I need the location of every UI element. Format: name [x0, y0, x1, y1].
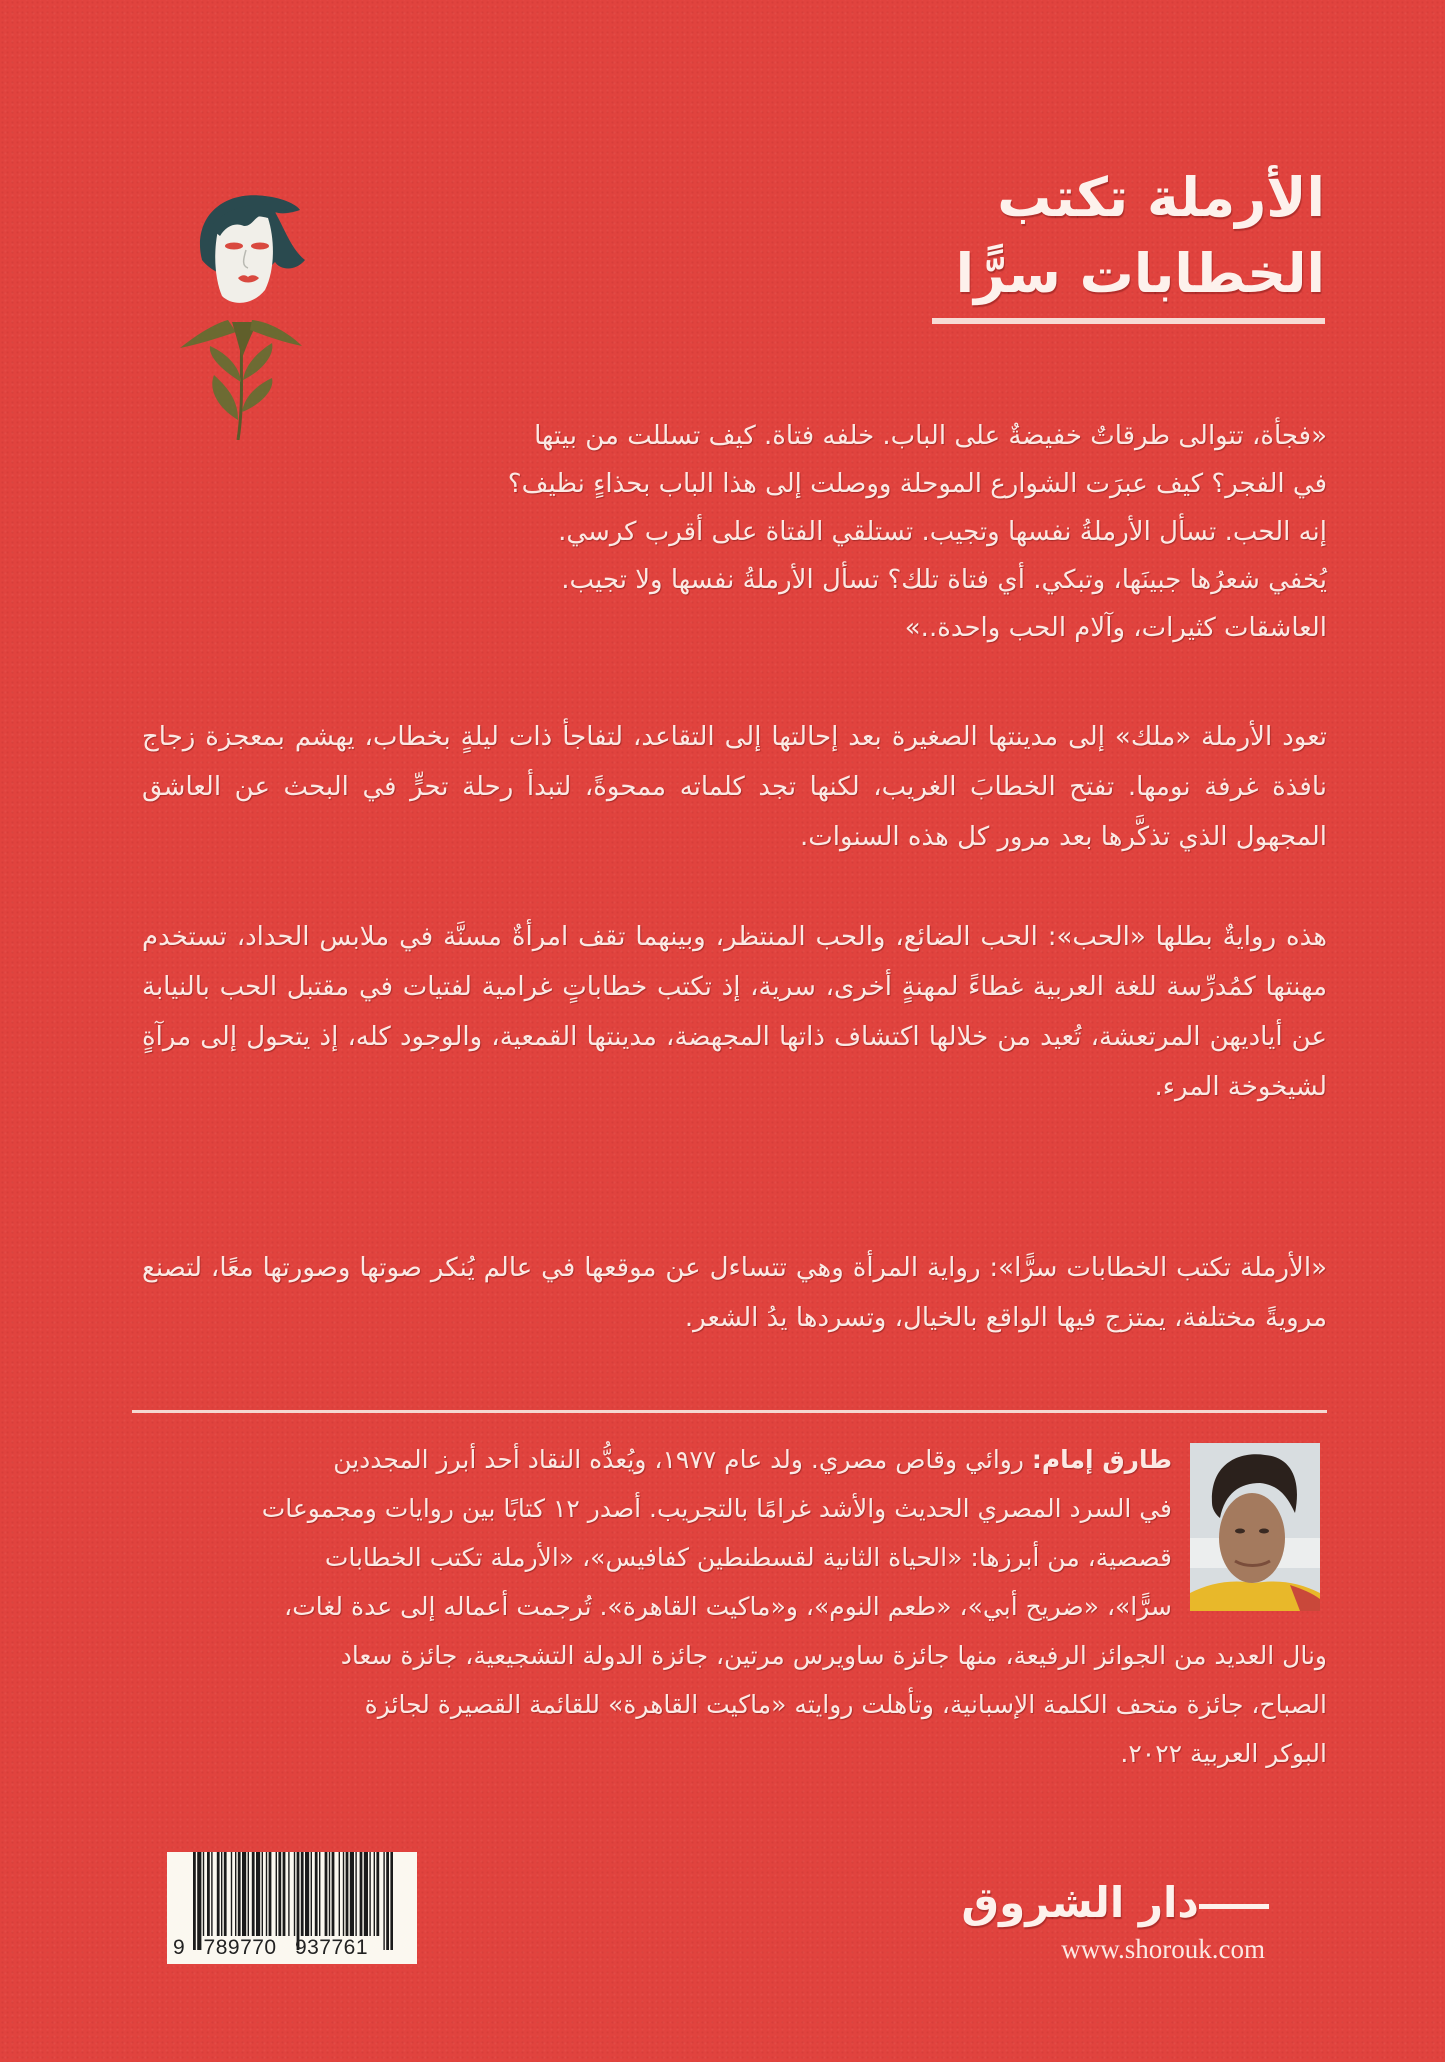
bio-line: البوكر العربية ٢٠٢٢.	[1120, 1739, 1327, 1768]
excerpt-line: إنه الحب. تسأل الأرملةُ نفسها وتجيب. تستلقي الفتاة على أقرب كرسي.	[558, 517, 1327, 547]
barcode-bar	[256, 1852, 260, 1936]
collar-leaf-left	[180, 320, 236, 348]
barcode-bar	[355, 1852, 356, 1936]
excerpt-line: العاشقات كثيرات، وآلام الحب واحدة..»	[904, 613, 1327, 643]
excerpt-line: «فجأة، تتوالى طرقاتٌ خفيضةٌ على الباب. خلفه فتاة. كيف تسللت من بيتها	[534, 421, 1327, 451]
bio-line: سرًّا»، «ضريح أبي»، «طعم النوم»، و«ماكيت القاهرة». تُرجمت أعماله إلى عدة لغات،	[284, 1592, 1172, 1621]
barcode-bar	[376, 1852, 379, 1936]
barcode-bar	[217, 1852, 220, 1936]
publisher-name: دار الشروق	[961, 1878, 1199, 1927]
flower-woman-illustration	[180, 150, 310, 440]
synopsis-paragraph-1: تعود الأرملة «ملك» إلى مدينتها الصغيرة بعد إحالتها إلى التقاعد، لتفاجأ ذات ليلةٍ بخطاب، يهشم بمعجزة زجاج نافذة غرفة نومها. تفتح الخطابَ الغريب، لكنها تجد كلماته ممحوةً، لتبدأ رحلة تحرٍّ في البحث عن العاشق المجهول الذي تذكَّرها بعد مرور كل هذه السنوات.	[142, 722, 1327, 852]
barcode-bar	[350, 1852, 354, 1936]
eye-right	[251, 243, 269, 250]
eye-left	[225, 243, 243, 250]
bio-line: قصصية، من أبرزها: «الحياة الثانية لقسطنطين كفافيس»، «الأرملة تكتب الخطابات	[324, 1543, 1172, 1572]
synopsis-paragraph-2: هذه روايةٌ بطلها «الحب»: الحب الضائع، والحب المنتظر، وبينهما تقف امرأةٌ مسنَّة في ملابس الحداد، تستخدم مهنتها كمُدرِّسة للغة العربية غطاءً لمهنةٍ أخرى، سرية، إذ تكتب خطاباتٍ غرامية لفتيات في مقتبل الحب بالنيابة عن أياديهن المرتعشة، تُعيد من خلالها اكتشاف ذاتها المجهضة، مدينتها القمعية، والوجود كله، إذ يتحول إلى مرآةٍ لشيخوخة المرء.	[142, 922, 1327, 1102]
barcode-bar	[364, 1852, 368, 1936]
leaf-right-mid	[243, 343, 272, 380]
barcode-bar	[224, 1852, 227, 1936]
barcode-bar	[278, 1852, 281, 1936]
author-bio	[132, 1435, 1327, 1778]
barcode-bar	[252, 1852, 255, 1936]
barcode-bar	[248, 1852, 249, 1936]
barcode-bar	[235, 1852, 236, 1936]
barcode-bar	[319, 1852, 320, 1936]
barcode-bar	[231, 1852, 232, 1936]
excerpt-line: يُخفي شعرُها جبينَها، وتبكي. أي فتاة تلك؟ تسأل الأرملةُ نفسها ولا تجيب.	[561, 565, 1327, 595]
publisher-website[interactable]: www.shorouk.com	[1061, 1934, 1265, 1964]
synopsis-paragraph-3: «الأرملة تكتب الخطابات سرًّا»: رواية المرأة وهي تتساءل عن موقعها في عالم يُنكر صوتها وصورتها معًا، لتصنع مرويةً مختلفة، يمتزج فيها الواقع بالخيال، وتسردها يدُ الشعر.	[142, 1253, 1327, 1333]
title-underline	[932, 318, 1325, 324]
book-excerpt	[327, 412, 1327, 652]
collar-leaf-right	[250, 320, 302, 346]
bio-line: الصباح، جائزة متحف الكلمة الإسبانية، وتأهلت روايته «ماكيت القاهرة» للقائمة القصيرة لجائزة	[364, 1690, 1327, 1719]
barcode-bar	[301, 1852, 304, 1936]
barcode-bar	[266, 1852, 267, 1936]
book-title-line-2: الخطابات سرًّا	[955, 242, 1325, 305]
barcode-bar	[283, 1852, 286, 1936]
barcode-bar	[211, 1852, 212, 1936]
isbn-barcode	[167, 1852, 417, 1964]
author-name: طارق إمام:	[1031, 1445, 1172, 1474]
barcode-bar	[269, 1852, 272, 1936]
barcode-bar	[315, 1852, 318, 1936]
barcode-bar	[346, 1852, 349, 1936]
barcode-group-1: 789770	[203, 1936, 277, 1959]
bio-line: في السرد المصري الحديث والأشد غرامًا بالتجريب. أصدر ١٢ كتابًا بين روايات ومجموعات	[261, 1494, 1172, 1523]
barcode-bar	[221, 1852, 222, 1936]
barcode-lead-digit: 9	[173, 1936, 186, 1959]
publisher-logo	[962, 1878, 1265, 1927]
barcode-bar	[325, 1852, 328, 1936]
logo-underline-tail	[1199, 1904, 1269, 1909]
leaf-left-lower	[212, 375, 238, 420]
barcode-bar	[294, 1852, 295, 1936]
barcode-bar	[238, 1852, 241, 1936]
barcode-bar	[305, 1852, 309, 1936]
barcode-bar	[288, 1852, 289, 1936]
barcode-bar	[360, 1852, 363, 1936]
leaf-right-lower	[242, 378, 272, 412]
barcode-bar	[329, 1852, 330, 1936]
bio-line: ونال العديد من الجوائز الرفيعة، منها جائزة ساويرس مرتين، جائزة الدولة التشجيعية، جائزة سعاد	[340, 1641, 1327, 1670]
book-title-line-1: الأرملة تكتب	[997, 166, 1325, 229]
barcode-bar	[207, 1852, 210, 1936]
barcode-bar	[311, 1852, 312, 1936]
section-divider	[132, 1410, 1327, 1413]
bio-line: روائي وقاص مصري. ولد عام ١٩٧٧، ويُعدُّه النقاد أحد أبرز المجددين	[333, 1445, 1032, 1474]
barcode-bar	[242, 1852, 246, 1936]
barcode-bar	[339, 1852, 340, 1936]
barcode-bar	[276, 1852, 277, 1936]
excerpt-line: في الفجر؟ كيف عبرَت الشوارع الموحلة ووصلت إلى هذا الباب بحذاءٍ نظيف؟	[507, 469, 1327, 499]
barcode-bar	[262, 1852, 263, 1936]
barcode-bar	[343, 1852, 344, 1936]
barcode-bar	[203, 1852, 204, 1936]
barcode-digits	[173, 1936, 413, 1960]
barcode-bar	[332, 1852, 335, 1936]
barcode-bar	[369, 1852, 370, 1936]
barcode-bar	[374, 1852, 375, 1936]
book-title	[956, 160, 1325, 312]
barcode-group-2: 937761	[294, 1936, 369, 1959]
